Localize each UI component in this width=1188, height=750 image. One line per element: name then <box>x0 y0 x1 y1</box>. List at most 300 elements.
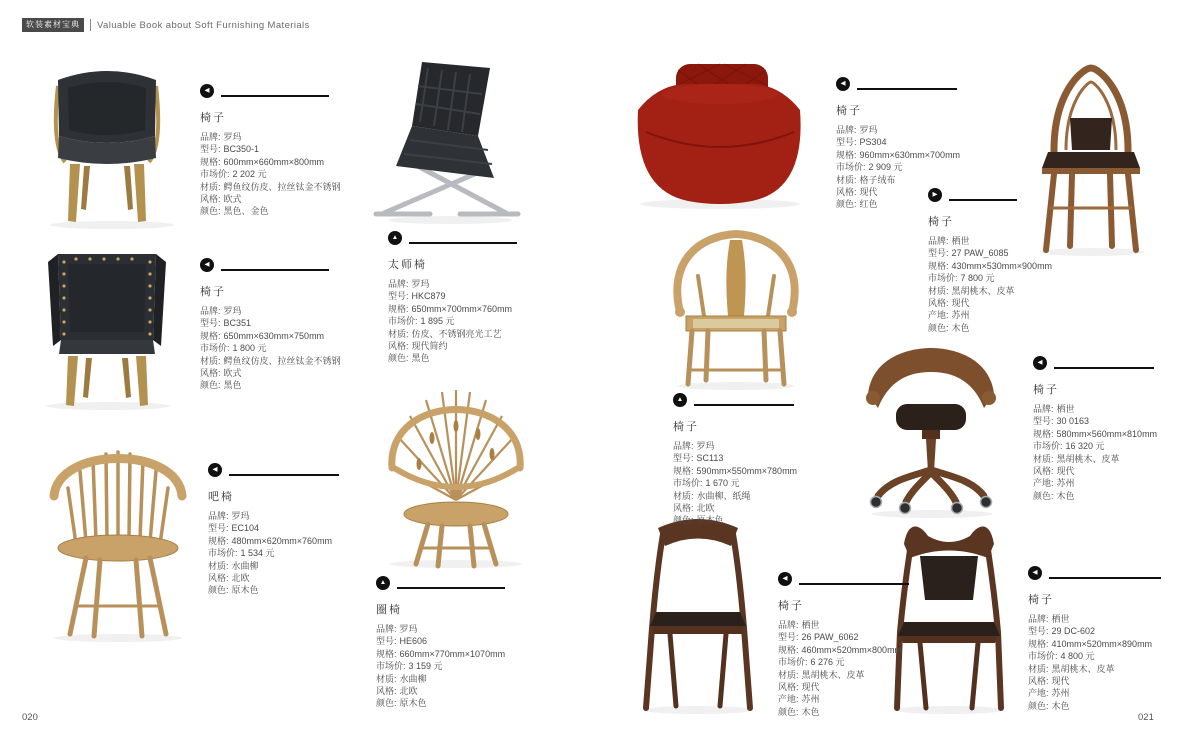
spec-value: 栖世 <box>1056 404 1075 414</box>
chair-illustration <box>660 220 812 392</box>
page-header <box>22 18 310 32</box>
spec-value: 480mm×620mm×760mm <box>231 535 333 546</box>
spec-line <box>388 315 517 327</box>
spec-label: 风格: <box>1033 466 1054 477</box>
spec-line <box>200 143 341 155</box>
header-divider <box>90 19 91 31</box>
spec-line <box>208 510 339 522</box>
spec-value: BC351 <box>223 318 252 329</box>
spec-line <box>836 161 960 173</box>
spec-label: 产地: <box>1028 688 1049 699</box>
block-header <box>376 576 505 590</box>
spec-value: 北欧 <box>399 686 418 697</box>
arrow-left-icon: ◀ <box>200 258 214 272</box>
spec-value: 590mm×550mm×780mm <box>696 465 798 476</box>
spec-value: 栖世 <box>951 236 970 246</box>
spec-value: 栖世 <box>1051 614 1070 624</box>
spec-label: 风格: <box>836 187 857 198</box>
product-title: 椅子 <box>1028 594 1054 606</box>
product-specs <box>200 131 341 218</box>
block-header <box>388 231 517 245</box>
product-specs <box>376 623 505 710</box>
spec-label: 规格: <box>376 648 397 659</box>
product-block-bc350 <box>200 84 341 218</box>
spec-value: 欧式 <box>223 194 242 205</box>
arrow-right-icon: ▶ <box>928 188 942 202</box>
product-block-27paw6085 <box>928 188 1052 334</box>
spec-value: 红色 <box>859 199 878 210</box>
arrow-left-icon: ◀ <box>208 463 222 477</box>
spec-line <box>388 328 517 340</box>
spec-label: 品牌: <box>836 125 857 135</box>
spec-value: 原木色 <box>231 585 259 596</box>
spec-value: 鳄鱼纹仿皮、拉丝钛金不锈钢 <box>223 181 341 192</box>
product-block-ec104 <box>208 463 339 597</box>
spec-value: 罗玛 <box>223 306 242 316</box>
spec-label: 规格: <box>208 535 229 546</box>
spec-label: 型号: <box>200 318 221 329</box>
spec-value: 黑胡桃木、皮革 <box>1051 663 1115 674</box>
spec-value: 罗玛 <box>399 624 418 634</box>
header-rule <box>1054 367 1154 369</box>
spec-value: 黑胡桃木、皮革 <box>801 669 865 680</box>
spec-value: HE606 <box>399 636 428 647</box>
spec-label: 规格: <box>673 465 694 476</box>
spec-label: 材质: <box>673 490 694 501</box>
spec-line <box>200 379 341 391</box>
spec-value: 4 800 元 <box>1060 651 1095 662</box>
arrow-left-icon: ◀ <box>1028 566 1042 580</box>
spec-label: 材质: <box>208 560 229 571</box>
product-block-300163 <box>1033 356 1157 502</box>
spec-line <box>376 635 505 647</box>
block-header <box>836 77 960 91</box>
spec-value: 水曲柳、纸绳 <box>696 490 751 501</box>
product-block-bc351 <box>200 258 341 392</box>
spec-value: 1 895 元 <box>420 316 455 327</box>
spec-line <box>1033 415 1157 427</box>
photo-walnut-swivel-office-chair <box>850 328 1012 522</box>
spec-line <box>200 205 341 217</box>
header-rule <box>1049 577 1161 579</box>
spec-label: 颜色: <box>208 585 229 596</box>
spec-label: 市场价: <box>208 548 238 559</box>
spec-label: 风格: <box>928 298 949 309</box>
chair-illustration <box>616 40 822 212</box>
arrow-left-icon: ◀ <box>1033 356 1047 370</box>
block-header <box>208 463 339 477</box>
product-title: 椅子 <box>836 105 862 117</box>
spec-label: 风格: <box>673 503 694 514</box>
spec-value: 黑胡桃木、皮革 <box>951 285 1015 296</box>
spec-label: 材质: <box>778 669 799 680</box>
spec-label: 型号: <box>928 248 949 259</box>
spec-line <box>388 278 517 290</box>
spec-label: 市场价: <box>836 162 866 173</box>
spec-label: 型号: <box>208 523 229 534</box>
spec-label: 材质: <box>376 673 397 684</box>
spec-value: 2 202 元 <box>232 169 267 180</box>
product-specs <box>928 235 1052 334</box>
spec-line <box>928 235 1052 247</box>
spec-value: 北欧 <box>696 503 715 514</box>
spec-label: 型号: <box>388 291 409 302</box>
spec-label: 品牌: <box>778 620 799 630</box>
spec-value: 1 800 元 <box>232 343 267 354</box>
spec-value: 16 320 元 <box>1065 441 1105 452</box>
spec-label: 型号: <box>778 632 799 643</box>
spec-label: 材质: <box>388 328 409 339</box>
header-rule <box>221 269 329 271</box>
spec-line <box>778 656 909 668</box>
spec-line <box>208 547 339 559</box>
spec-label: 市场价: <box>928 273 958 284</box>
photo-chinese-horseshoe-armchair <box>660 220 812 392</box>
spec-line <box>388 352 517 364</box>
spec-line <box>376 623 505 635</box>
spec-line <box>778 631 909 643</box>
spec-line <box>1028 663 1161 675</box>
spec-value: 1 670 元 <box>705 478 740 489</box>
spec-line <box>928 297 1052 309</box>
spec-label: 颜色: <box>673 515 694 526</box>
spec-value: 罗玛 <box>231 511 250 521</box>
spec-line <box>673 465 797 477</box>
spec-value: 6 276 元 <box>810 657 845 668</box>
spec-line <box>208 572 339 584</box>
spec-line <box>673 502 797 514</box>
spec-label: 材质: <box>836 174 857 185</box>
spec-label: 市场价: <box>388 316 418 327</box>
spec-line <box>1028 613 1161 625</box>
header-rule <box>799 583 909 585</box>
header-rule <box>857 88 957 90</box>
spec-value: 木色 <box>951 322 970 333</box>
spec-value: 罗玛 <box>696 441 715 451</box>
spec-line <box>778 681 909 693</box>
block-header <box>200 258 341 272</box>
spec-line <box>376 673 505 685</box>
spec-value: 欧式 <box>223 368 242 379</box>
spec-label: 产地: <box>928 310 949 321</box>
spec-label: 品牌: <box>376 624 397 634</box>
block-header <box>1033 356 1157 370</box>
spec-label: 风格: <box>1028 676 1049 687</box>
chair-illustration <box>626 506 772 718</box>
spec-line <box>200 317 341 329</box>
spec-line <box>1033 465 1157 477</box>
spec-label: 规格: <box>836 149 857 160</box>
spec-label: 材质: <box>200 355 221 366</box>
spec-label: 颜色: <box>778 706 799 717</box>
spec-label: 市场价: <box>1028 651 1058 662</box>
spec-line <box>1028 650 1161 662</box>
spec-line <box>1028 625 1161 637</box>
spec-value: 苏州 <box>801 694 820 705</box>
spec-label: 品牌: <box>200 306 221 316</box>
spec-value: 水曲柳 <box>399 673 427 684</box>
spec-value: 水曲柳 <box>231 560 259 571</box>
product-title: 吧椅 <box>208 491 234 503</box>
spec-line <box>836 136 960 148</box>
block-header <box>1028 566 1161 580</box>
spec-line <box>200 342 341 354</box>
spec-label: 市场价: <box>673 478 703 489</box>
spec-label: 风格: <box>208 573 229 584</box>
spec-line <box>1028 700 1161 712</box>
spec-value: PS304 <box>859 137 887 148</box>
spec-line <box>778 693 909 705</box>
spec-line <box>673 514 797 526</box>
spec-line <box>208 535 339 547</box>
spec-line <box>208 584 339 596</box>
product-specs <box>778 619 909 718</box>
book-title: Valuable Book about Soft Furnishing Materials <box>97 19 310 31</box>
block-header <box>673 393 797 407</box>
photo-windsor-wood-chair <box>40 426 196 646</box>
spec-line <box>208 522 339 534</box>
spec-label: 产地: <box>778 694 799 705</box>
spec-value: 30 0163 <box>1056 416 1090 427</box>
product-title: 椅子 <box>673 421 699 433</box>
spec-value: 仿皮、不锈钢亮光工艺 <box>411 328 502 339</box>
spec-label: 颜色: <box>388 353 409 364</box>
spec-value: 黑色 <box>223 380 242 391</box>
spec-value: 北欧 <box>231 573 250 584</box>
product-title: 椅子 <box>778 600 804 612</box>
spec-label: 品牌: <box>1033 404 1054 414</box>
spec-line <box>200 193 341 205</box>
spec-value: 苏州 <box>1051 688 1070 699</box>
header-rule <box>409 242 517 244</box>
product-title: 椅子 <box>200 286 226 298</box>
spec-value: 格子绒布 <box>859 174 896 185</box>
spec-label: 品牌: <box>928 236 949 246</box>
spec-label: 品牌: <box>673 441 694 451</box>
spec-line <box>200 168 341 180</box>
spec-line <box>778 706 909 718</box>
spec-line <box>208 560 339 572</box>
spec-label: 颜色: <box>200 380 221 391</box>
spec-label: 规格: <box>388 303 409 314</box>
spec-value: 3 159 元 <box>408 661 443 672</box>
product-title: 圈椅 <box>376 604 402 616</box>
spec-value: BC350-1 <box>223 144 260 155</box>
spec-value: 黑色 <box>411 353 430 364</box>
arrow-left-icon: ◀ <box>836 77 850 91</box>
spec-label: 型号: <box>1033 416 1054 427</box>
product-specs <box>673 440 797 527</box>
chair-illustration <box>366 56 526 228</box>
product-block-he606 <box>376 576 505 710</box>
spec-line <box>200 156 341 168</box>
spec-value: 26 PAW_6062 <box>801 632 859 643</box>
spec-label: 风格: <box>376 686 397 697</box>
spec-label: 风格: <box>778 682 799 693</box>
spec-line <box>388 340 517 352</box>
spec-value: 430mm×530mm×900mm <box>951 260 1053 271</box>
spec-line <box>928 309 1052 321</box>
product-title: 椅子 <box>1033 384 1059 396</box>
spec-line <box>388 303 517 315</box>
spec-line <box>673 452 797 464</box>
product-specs <box>200 305 341 392</box>
spec-value: 650mm×700mm×760mm <box>411 303 513 314</box>
spec-label: 风格: <box>388 341 409 352</box>
arrow-up-icon: ▲ <box>673 393 687 407</box>
header-rule <box>694 404 794 406</box>
spec-value: 29 DC-602 <box>1051 626 1096 637</box>
spec-value: 木色 <box>1056 490 1075 501</box>
spec-label: 材质: <box>928 285 949 296</box>
spec-line <box>376 685 505 697</box>
spec-label: 市场价: <box>200 343 230 354</box>
spec-label: 品牌: <box>1028 614 1049 624</box>
spec-label: 型号: <box>376 636 397 647</box>
spec-label: 风格: <box>200 368 221 379</box>
spec-value: SC113 <box>696 453 724 464</box>
spec-line <box>836 149 960 161</box>
spec-line <box>778 644 909 656</box>
header-rule <box>221 95 329 97</box>
chair-illustration <box>850 328 1012 522</box>
spec-label: 颜色: <box>836 199 857 210</box>
spec-value: 木色 <box>801 706 820 717</box>
product-block-hkc879 <box>388 231 517 365</box>
spec-value: 黑色、金色 <box>223 206 269 217</box>
spec-value: 27 PAW_6085 <box>951 248 1009 259</box>
spec-line <box>200 355 341 367</box>
spec-line <box>928 247 1052 259</box>
spec-label: 市场价: <box>200 169 230 180</box>
product-title: 椅子 <box>928 216 954 228</box>
spec-value: 原木色 <box>696 515 724 526</box>
spec-label: 规格: <box>928 260 949 271</box>
chair-illustration <box>370 366 542 571</box>
spec-label: 市场价: <box>1033 441 1063 452</box>
spec-label: 材质: <box>1028 663 1049 674</box>
spec-label: 规格: <box>200 156 221 167</box>
spec-label: 型号: <box>200 144 221 155</box>
spec-line <box>1028 638 1161 650</box>
spec-line <box>376 660 505 672</box>
arrow-up-icon: ▲ <box>376 576 390 590</box>
block-header <box>928 188 1052 202</box>
spec-label: 型号: <box>673 453 694 464</box>
spec-value: 660mm×770mm×1070mm <box>399 648 506 659</box>
spec-value: 580mm×560mm×810mm <box>1056 428 1158 439</box>
product-title: 太师椅 <box>388 259 427 271</box>
arrow-left-icon: ◀ <box>200 84 214 98</box>
spec-line <box>200 367 341 379</box>
product-block-26paw6062 <box>778 572 909 718</box>
spec-value: 罗玛 <box>859 125 878 135</box>
spec-line <box>1033 477 1157 489</box>
spec-value: 鳄鱼纹仿皮、拉丝钛金不锈钢 <box>223 355 341 366</box>
product-block-sc113 <box>673 393 797 527</box>
spec-label: 市场价: <box>778 657 808 668</box>
spec-label: 产地: <box>1033 478 1054 489</box>
spec-value: 木色 <box>1051 700 1070 711</box>
spec-line <box>1028 687 1161 699</box>
page-number-left: 020 <box>22 712 38 723</box>
product-block-29dc602 <box>1028 566 1161 712</box>
spec-line <box>778 619 909 631</box>
series-badge: 软装素材宝典 <box>22 18 84 32</box>
photo-black-woven-sling-chair <box>366 56 526 228</box>
spec-value: 1 534 元 <box>240 548 275 559</box>
spec-line <box>376 648 505 660</box>
spec-value: 410mm×520mm×890mm <box>1051 638 1153 649</box>
header-rule <box>229 474 339 476</box>
spec-label: 材质: <box>200 181 221 192</box>
spec-label: 规格: <box>778 644 799 655</box>
spec-line <box>673 490 797 502</box>
block-header <box>778 572 909 586</box>
spec-label: 材质: <box>1033 453 1054 464</box>
spec-value: 苏州 <box>1056 478 1075 489</box>
page-number-right: 021 <box>1138 712 1154 723</box>
spec-value: 苏州 <box>951 310 970 321</box>
arrow-up-icon: ▲ <box>388 231 402 245</box>
spec-value: 现代 <box>801 682 820 693</box>
spec-line <box>1033 428 1157 440</box>
spec-value: 650mm×630mm×750mm <box>223 330 325 341</box>
spec-value: 原木色 <box>399 698 427 709</box>
spec-label: 规格: <box>1033 428 1054 439</box>
spec-line <box>928 260 1052 272</box>
spec-line <box>1033 490 1157 502</box>
spec-label: 风格: <box>200 194 221 205</box>
photo-red-velvet-tub-chair <box>616 40 822 212</box>
spec-label: 规格: <box>200 330 221 341</box>
photo-peacock-fanback-chair <box>370 366 542 571</box>
spec-label: 品牌: <box>388 279 409 289</box>
spec-line <box>1028 675 1161 687</box>
spec-value: 栖世 <box>801 620 820 630</box>
spec-line <box>836 124 960 136</box>
spec-value: 黑胡桃木、皮革 <box>1056 453 1120 464</box>
spec-line <box>673 477 797 489</box>
spec-value: 现代 <box>1056 466 1075 477</box>
spec-label: 市场价: <box>376 661 406 672</box>
spec-line <box>200 131 341 143</box>
spec-line <box>1033 403 1157 415</box>
spec-label: 颜色: <box>1033 490 1054 501</box>
spec-line <box>836 174 960 186</box>
spec-value: 600mm×660mm×800mm <box>223 156 325 167</box>
spec-label: 品牌: <box>208 511 229 521</box>
spec-line <box>376 697 505 709</box>
spec-line <box>388 290 517 302</box>
spec-value: 现代简约 <box>411 341 448 352</box>
spec-value: 现代 <box>859 187 878 198</box>
spec-label: 颜色: <box>1028 700 1049 711</box>
spec-value: 460mm×520mm×800mm <box>801 644 903 655</box>
spec-line <box>928 272 1052 284</box>
product-specs <box>208 510 339 597</box>
spec-value: 现代 <box>951 298 970 309</box>
photo-dark-walnut-dining-chair <box>626 506 772 718</box>
spec-label: 型号: <box>836 137 857 148</box>
chair-illustration <box>28 246 186 412</box>
spec-label: 颜色: <box>200 206 221 217</box>
spec-label: 规格: <box>1028 638 1049 649</box>
product-specs <box>388 278 517 365</box>
spec-line <box>673 440 797 452</box>
spec-line <box>200 181 341 193</box>
product-specs <box>1028 613 1161 712</box>
